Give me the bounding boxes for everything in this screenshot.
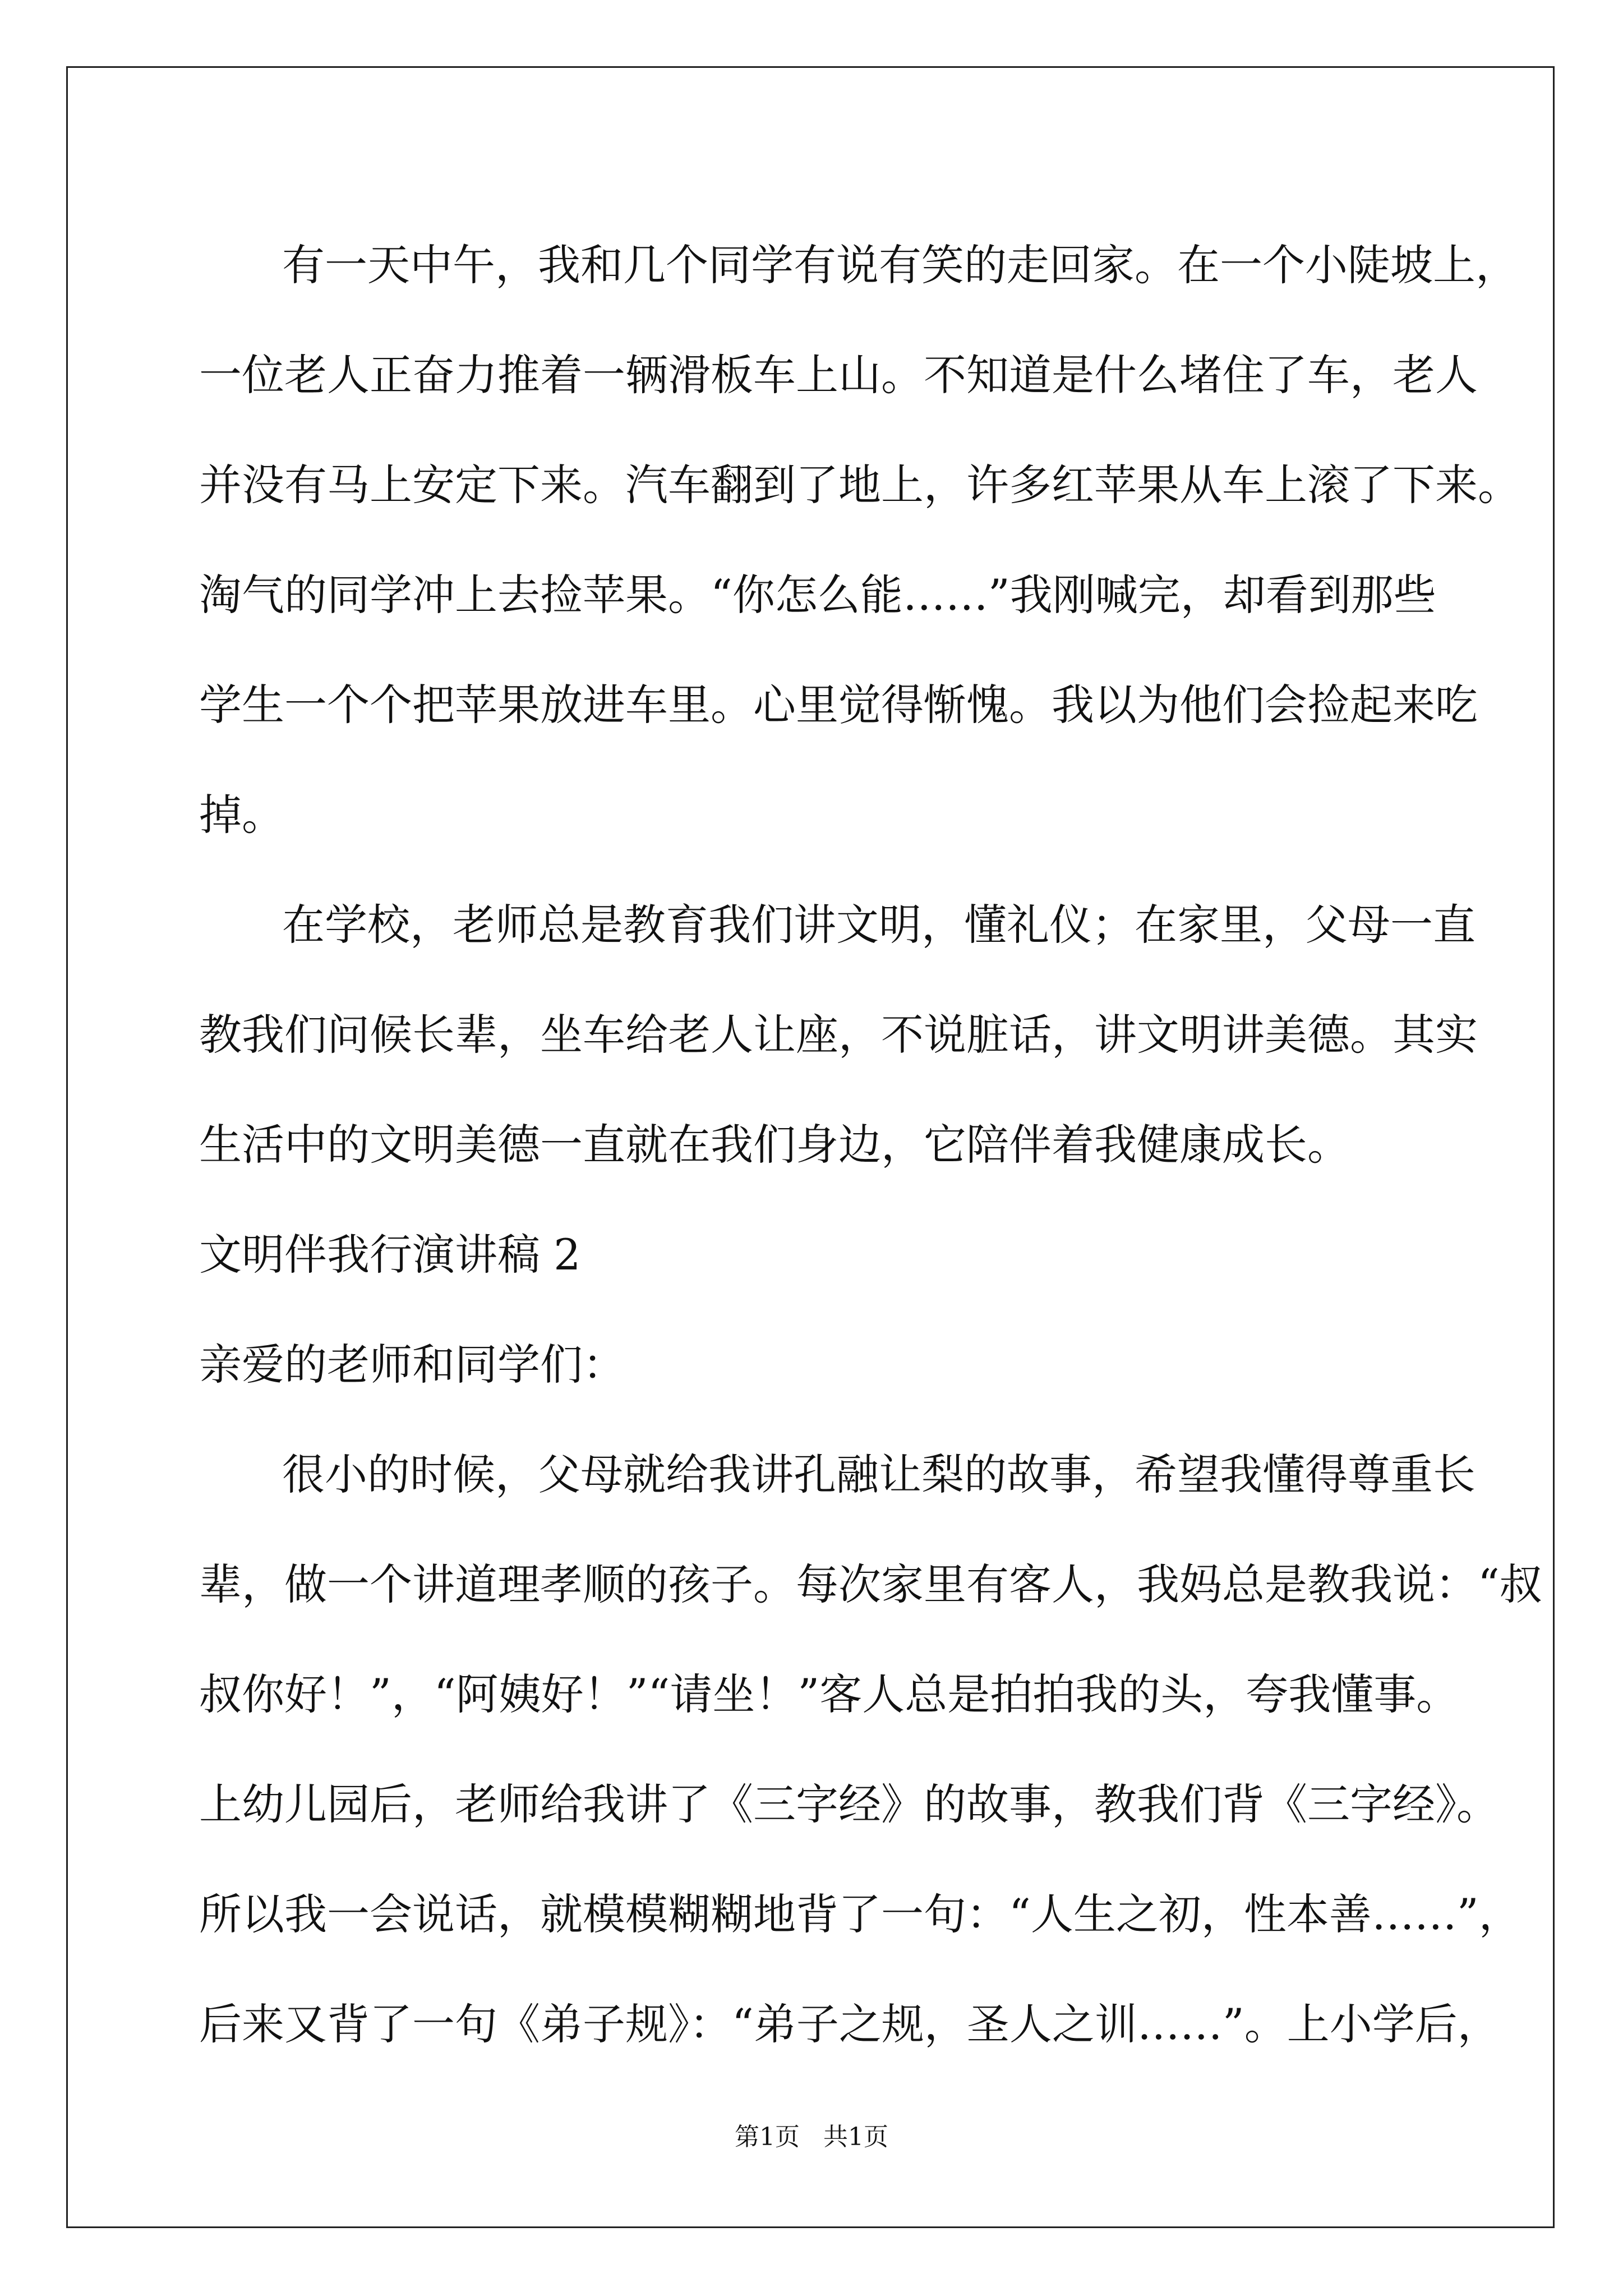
text-line: 叔你好！”，“阿姨好！”“请坐！”客人总是拍拍我的头，夸我懂事。 bbox=[199, 1669, 1459, 1719]
text-line: 淘气的同学冲上去捡苹果。“你怎么能……”我刚喊完，却看到那些 bbox=[199, 570, 1436, 620]
section-heading: 文明伴我行演讲稿 2 bbox=[199, 1230, 581, 1280]
page-footer: 第1页 共1页 bbox=[735, 2123, 888, 2151]
text-line: 掉。 bbox=[199, 790, 284, 840]
text-line: 教我们问候长辈，坐车给老人让座，不说脏话，讲文明讲美德。其实 bbox=[199, 1010, 1478, 1060]
text-line: 一位老人正奋力推着一辆滑板车上山。不知道是什么堵住了车，老人 bbox=[199, 350, 1478, 400]
salutation: 亲爱的老师和同学们： bbox=[199, 1340, 625, 1389]
text-line: 上幼儿园后，老师给我讲了《三字经》的故事，教我们背《三字经》。 bbox=[199, 1779, 1499, 1829]
document-body bbox=[199, 210, 1542, 2079]
text-line: 在学校，老师总是教育我们讲文明，懂礼仪；在家里，父母一直 bbox=[282, 900, 1476, 950]
text-line: 后来又背了一句《弟子规》：“弟子之规，圣人之训……”。上小学后， bbox=[199, 1999, 1500, 2049]
text-line: 很小的时候，父母就给我讲孔融让梨的故事，希望我懂得尊重长 bbox=[282, 1450, 1476, 1499]
text-line: 有一天中午，我和几个同学有说有笑的走回家。在一个小陡坡上， bbox=[282, 240, 1518, 290]
text-line: 辈，做一个讲道理孝顺的孩子。每次家里有客人，我妈总是教我说：“叔 bbox=[199, 1559, 1542, 1609]
text-line: 学生一个个把苹果放进车里。心里觉得惭愧。我以为他们会捡起来吃 bbox=[199, 680, 1478, 730]
text-line: 生活中的文明美德一直就在我们身边，它陪伴着我健康成长。 bbox=[199, 1120, 1350, 1170]
text-line: 并没有马上安定下来。汽车翻到了地上，许多红苹果从车上滚了下来。 bbox=[199, 460, 1520, 510]
text-line: 所以我一会说话，就模模糊糊地背了一句：“人生之初，性本善……”， bbox=[199, 1889, 1521, 1939]
